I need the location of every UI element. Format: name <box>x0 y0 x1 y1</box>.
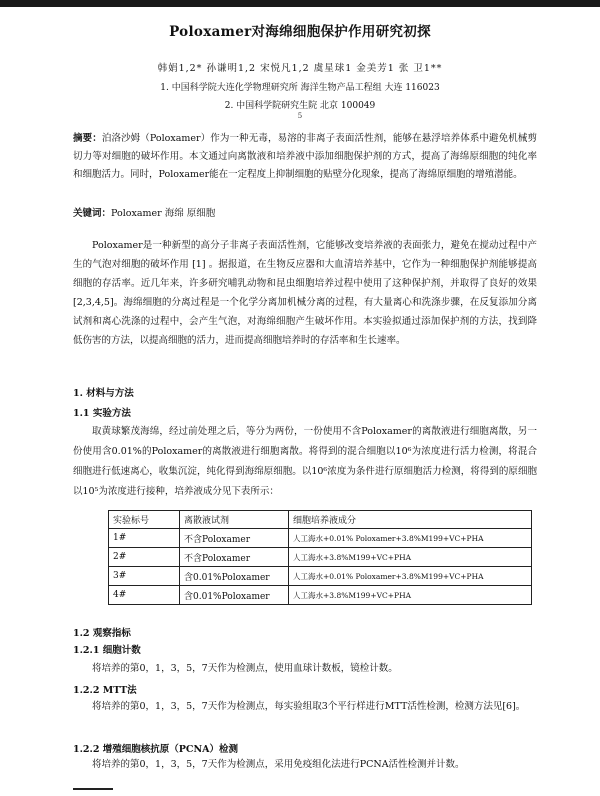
paper-title: Poloxamer对海绵细胞保护作用研究初探 <box>169 24 431 40</box>
table-cell: 人工海水+3.8%M199+VC+PHA <box>289 548 532 567</box>
table-cell: 人工海水+0.01% Poloxamer+3.8%M199+VC+PHA <box>289 567 532 586</box>
table-cell: 人工海水+0.01% Poloxamer+3.8%M199+VC+PHA <box>289 529 532 548</box>
section-heading-mtt: 1.2.2 MTT法 <box>73 685 137 696</box>
table-cell: 3# <box>109 567 180 586</box>
mtt-paragraph: 将培养的第0，1，3，5，7天作为检测点，每实验组取3个平行样进行MTT活性检测，检测方法见[6]。 <box>92 701 526 712</box>
keywords-text: Poloxamer 海绵 原细胞 <box>111 208 216 219</box>
table-cell: 不含Poloxamer <box>180 548 289 567</box>
table-cell: 含0.01%Poloxamer <box>180 586 289 605</box>
section-heading-methods: 1. 材料与方法 <box>73 388 134 399</box>
table-header-cell: 细胞培养液成分 <box>289 511 532 529</box>
abstract <box>73 130 537 184</box>
table-row <box>109 529 532 548</box>
experiment-paragraph: 取黄球繁茂海绵，经过前处理之后，等分为两份，一份使用不含Poloxamer的离散液进行细胞离散，另一份使用含0.01%的Poloxamer的离散液进行细胞离散。将得到的混合细胞以10⁶为浓度进行活力检测，将混合细胞进行低速离心，收集沉淀，纯化得到海绵原细胞。以10⁶浓度为条件进行原细胞活力检测，将得到的原细胞以10⁵为浓度进行接种，培养液成分见下表所示： <box>73 426 537 497</box>
table-row <box>109 567 532 586</box>
section-heading-cell-count: 1.2.1 细胞计数 <box>73 645 141 656</box>
table-header-row <box>109 511 532 529</box>
table-cell: 2# <box>109 548 180 567</box>
author-list: 韩娟1,2* 孙谦明1,2 宋悦凡1,2 虞星球1 金美芳1 张 卫1** <box>157 63 443 74</box>
table-header-cell: 离散液试剂 <box>180 511 289 529</box>
pcna-paragraph: 将培养的第0，1，3，5，7天作为检测点，采用免疫组化法进行PCNA活性检测并计数。 <box>92 759 465 770</box>
experiment-group-table <box>108 510 532 605</box>
introduction-paragraph: Poloxamer是一种新型的高分子非离子表面活性剂，它能够改变培养液的表面张力，避免在搅动过程中产生的气泡对细胞的破坏作用 [1] 。据报道，在生物反应器和大血清培养基中，它作为一种细胞保护剂能够提高细胞的存活率。近几年来，许多研究哺乳动物和昆虫细胞培养过程中使用了这种保护剂，并取得了良好的效果[2,3,4,5]。海绵细胞的分离过程是一个化学分离加机械分离的过程，有大量离心和洗涤步骤，在反复添加分离试剂和离心洗涤的过程中，会产生气泡，对海绵细胞产生破坏作用。本实验拟通过添加保护剂的方法，找到降低伤害的方法，以提高细胞的活力，进而提高细胞培养时的存活率和生长速率。 <box>73 240 537 346</box>
affiliation-2: 2. 中国科学院研究生院 北京 100049 <box>224 101 376 111</box>
table-row <box>109 586 532 605</box>
abstract-text: 泊洛沙姆（Poloxamer）作为一种无毒，易溶的非离子表面活性剂，能够在悬浮培养体系中避免机械剪切力等对细胞的破坏作用。本文通过向离散液和培养液中添加细胞保护剂的方式，提高了海绵原细胞的纯化率和细胞活力。同时，Poloxamer能在一定程度上抑制细胞的贴壁分化现象，提高了海绵原细胞的增殖潜能。 <box>73 133 537 180</box>
footnote-divider <box>73 788 113 790</box>
affiliation-1: 1. 中国科学院大连化学物理研究所 海洋生物产品工程组 大连 116023 <box>160 83 440 93</box>
abstract-label: 摘要： <box>73 133 102 144</box>
table-row <box>109 548 532 567</box>
table-cell: 不含Poloxamer <box>180 529 289 548</box>
section-heading-pcna: 1.2.2 增殖细胞核抗原（PCNA）检测 <box>73 744 239 755</box>
keywords <box>73 206 537 222</box>
table-header-cell: 实验标号 <box>109 511 180 529</box>
table-cell: 1# <box>109 529 180 548</box>
section-heading-indicators: 1.2 观察指标 <box>73 628 131 639</box>
keywords-label: 关键词： <box>73 208 112 219</box>
table-cell: 4# <box>109 586 180 605</box>
scan-top-edge <box>0 0 600 7</box>
table-cell: 含0.01%Poloxamer <box>180 567 289 586</box>
section-heading-experiment: 1.1 实验方法 <box>73 408 131 419</box>
table-cell: 人工海水+3.8%M199+VC+PHA <box>289 586 532 605</box>
page-mark: 5 <box>297 112 303 120</box>
cell-count-paragraph: 将培养的第0，1，3，5，7天作为检测点，使用血球计数板，镜检计数。 <box>92 663 398 674</box>
